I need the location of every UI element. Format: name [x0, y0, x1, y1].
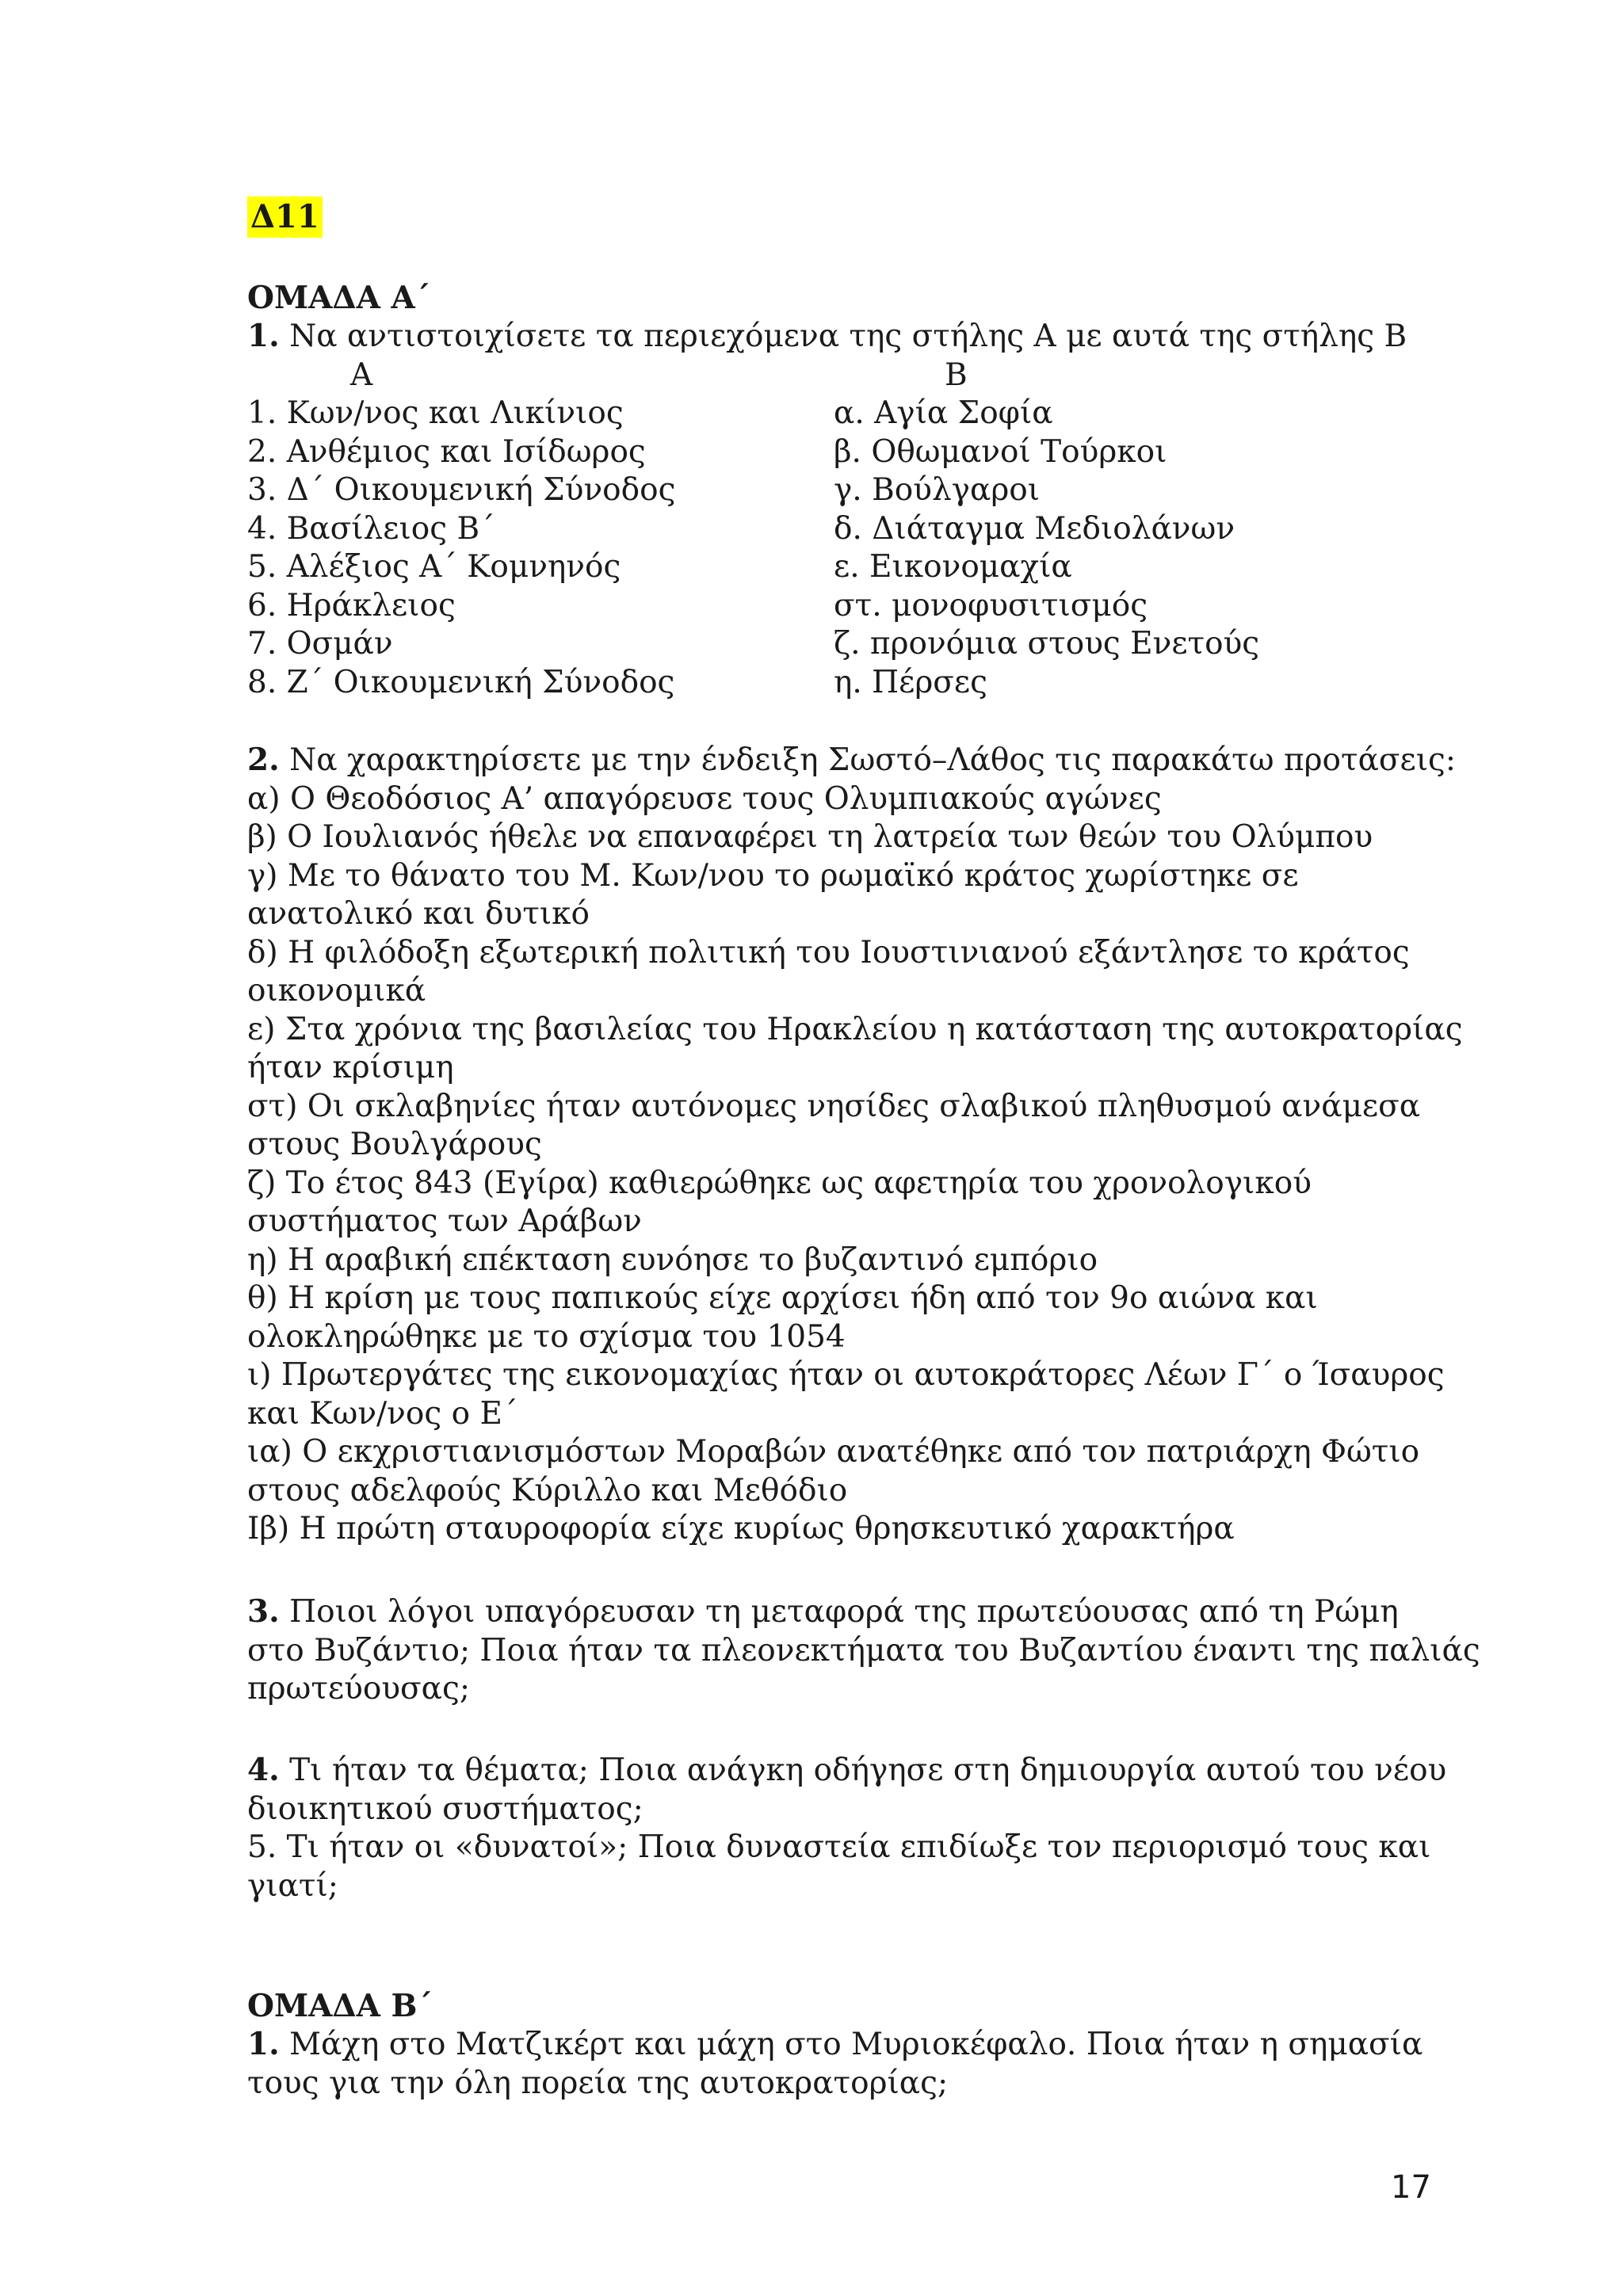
- column-a-header: Α: [350, 357, 373, 393]
- matching-item-a: 5. Αλέξιος Α΄ Κομνηνός: [247, 549, 621, 585]
- statement-line: θ) Η κρίση με τους παπικούς είχε αρχίσει ήδη από τον 9ο αιώνα και: [247, 1280, 1318, 1316]
- question-4-block: [247, 1751, 1447, 1905]
- matching-row: [247, 471, 1420, 510]
- matching-item-a: 8. Ζ΄ Οικουμενική Σύνοδος: [247, 664, 675, 700]
- matching-header-row: [247, 357, 1420, 395]
- statement-line: δ) Η φιλόδοξη εξωτερική πολιτική του Ιουστινιανού εξάντλησε το κράτος: [247, 934, 1410, 971]
- statement-line: στ) Οι σκλαβηνίες ήταν αυτόνομες νησίδες σλαβικού πληθυσμού ανάμεσα: [247, 1088, 1421, 1124]
- matching-item-a: 6. Ηράκλειος: [247, 587, 456, 624]
- question-3-line: πρωτεύουσας;: [247, 1671, 470, 1707]
- matching-item-a: 1. Κων/νος και Λικίνιος: [247, 395, 624, 431]
- section-code: [247, 196, 323, 238]
- statement-line: και Κων/νος ο Ε΄: [247, 1395, 518, 1432]
- matching-item-b: δ. Διάταγμα Μεδιολάνων: [834, 510, 1235, 547]
- question-1-block: [247, 317, 1420, 702]
- page-number: 17: [1391, 2169, 1431, 2206]
- statement-line: ήταν κρίσιμη: [247, 1050, 454, 1085]
- group-b-question-1-text: Μάχη στο Ματζικέρτ και μάχη στο Μυριοκέφαλο. Ποια ήταν η σημασία: [279, 2027, 1423, 2062]
- matching-item-b: γ. Βούλγαροι: [834, 472, 1041, 508]
- group-b-question-1-number: 1.: [247, 2026, 280, 2062]
- matching-item-a: 4. Βασίλειος Β΄: [247, 510, 495, 547]
- matching-row: [247, 664, 1420, 703]
- group-a-title: ΟΜΑΔΑ Α΄: [247, 280, 431, 316]
- group-b-question-1-line: τους για την όλη πορεία της αυτοκρατορίας;: [247, 2065, 949, 2101]
- group-b-question-1-block: [247, 2025, 1423, 2103]
- question-3-text: Ποιοι λόγοι υπαγόρευσαν τη μεταφορά της πρωτεύουσας από τη Ρώμη: [279, 1594, 1399, 1630]
- statement-line: συστήματος των Αράβων: [247, 1203, 642, 1239]
- matching-row: [247, 587, 1420, 626]
- statement-line: στους Βουλγάρους: [247, 1127, 542, 1162]
- question-2-text: Να χαρακτηρίσετε με την ένδειξη Σωστό–Λάθος τις παρακάτω προτάσεις:: [279, 742, 1457, 778]
- matching-item-b: η. Πέρσες: [834, 664, 987, 700]
- question-1-number: 1.: [247, 318, 280, 354]
- matching-row: [247, 510, 1420, 549]
- question-1-prompt: [247, 317, 1420, 357]
- statement-line: β) Ο Ιουλιανός ήθελε να επαναφέρει τη λατρεία των θεών του Ολύμπου: [247, 819, 1373, 855]
- question-3-number: 3.: [247, 1593, 280, 1630]
- statement-line: ολοκληρώθηκε με το σχίσμα του 1054: [247, 1318, 846, 1355]
- matching-item-b: στ. μονοφυσιτισμός: [834, 587, 1148, 624]
- statement-line: η) Η αραβική επέκταση ευνόησε το βυζαντινό εμπόριο: [247, 1241, 1098, 1278]
- group-b-question-1-line: [247, 2025, 1423, 2065]
- group-b-title: ΟΜΑΔΑ Β΄: [247, 1988, 433, 2024]
- statement-line: ια) Ο εκχριστιανισμόστων Μοραβών ανατέθηκε από τον πατριάρχη Φώτιο: [247, 1434, 1420, 1470]
- statement-line: α) Ο Θεοδόσιος Α’ απαγόρευσε τους Ολυμπιακούς αγώνες: [247, 780, 1162, 817]
- statement-line: ζ) Το έτος 843 (Εγίρα) καθιερώθηκε ως αφετηρία του χρονολογικού: [247, 1165, 1312, 1201]
- statement-line: γ) Με το θάνατο του Μ. Κων/νου το ρωμαϊκό κράτος χωρίστηκε σε: [247, 857, 1299, 894]
- question-3-block: [247, 1592, 1480, 1709]
- statement-line: ανατολικό και δυτικό: [247, 896, 590, 932]
- question-1-text: Να αντιστοιχίσετε τα περιεχόμενα της στήλης Α με αυτά της στήλης Β: [279, 318, 1407, 354]
- statement-line: στους αδελφούς Κύριλλο και Μεθόδιο: [247, 1472, 848, 1508]
- matching-item-b: ε. Εικονομαχία: [834, 549, 1072, 585]
- statement-line: ι) Πρωτεργάτες της εικονομαχίας ήταν οι αυτοκράτορες Λέων Γ΄ ο Ίσαυρος: [247, 1357, 1445, 1393]
- matching-item-a: 2. Ανθέμιος και Ισίδωρος: [247, 433, 646, 470]
- question-2-block: [247, 741, 1463, 1549]
- question-4-line: διοικητικού συστήματος;: [247, 1791, 643, 1827]
- matching-item-b: ζ. προνόμια στους Ενετούς: [834, 626, 1260, 662]
- question-2-number: 2.: [247, 742, 280, 778]
- question-5-line: γιατί;: [247, 1867, 338, 1904]
- question-4-text: Τι ήταν τα θέματα; Ποια ανάγκη οδήγησε στη δημιουργία αυτού του νέου: [279, 1753, 1447, 1788]
- statement-line: ε) Στα χρόνια της βασιλείας του Ηρακλείου η κατάσταση της αυτοκρατορίας: [247, 1011, 1463, 1047]
- matching-row: [247, 548, 1420, 587]
- question-4-line: [247, 1751, 1447, 1791]
- question-5-line: 5. Τι ήταν οι «δυνατοί»; Ποια δυναστεία επιδίωξε τον περιορισμό τους και: [247, 1829, 1431, 1865]
- matching-row: [247, 395, 1420, 433]
- section-code-highlight: Δ11: [247, 196, 323, 238]
- question-4-number: 4.: [247, 1752, 280, 1788]
- matching-row: [247, 433, 1420, 472]
- matching-item-a: 3. Δ΄ Οικουμενική Σύνοδος: [247, 472, 676, 508]
- column-b-header: Β: [945, 357, 968, 393]
- question-2-prompt: [247, 741, 1457, 780]
- statement-line: Ιβ) Η πρώτη σταυροφορία είχε κυρίως θρησκευτικό χαρακτήρα: [247, 1511, 1235, 1547]
- matching-item-b: α. Αγία Σοφία: [834, 395, 1053, 431]
- matching-item-a: 7. Οσμάν: [247, 626, 393, 662]
- matching-row: [247, 625, 1420, 664]
- matching-item-b: β. Οθωμανοί Τούρκοι: [834, 433, 1167, 470]
- question-3-line: [247, 1592, 1420, 1632]
- statement-line: οικονομικά: [247, 973, 426, 1009]
- question-3-line: στο Βυζάντιο; Ποια ήταν τα πλεονεκτήματα του Βυζαντίου έναντι της παλιάς: [247, 1632, 1480, 1669]
